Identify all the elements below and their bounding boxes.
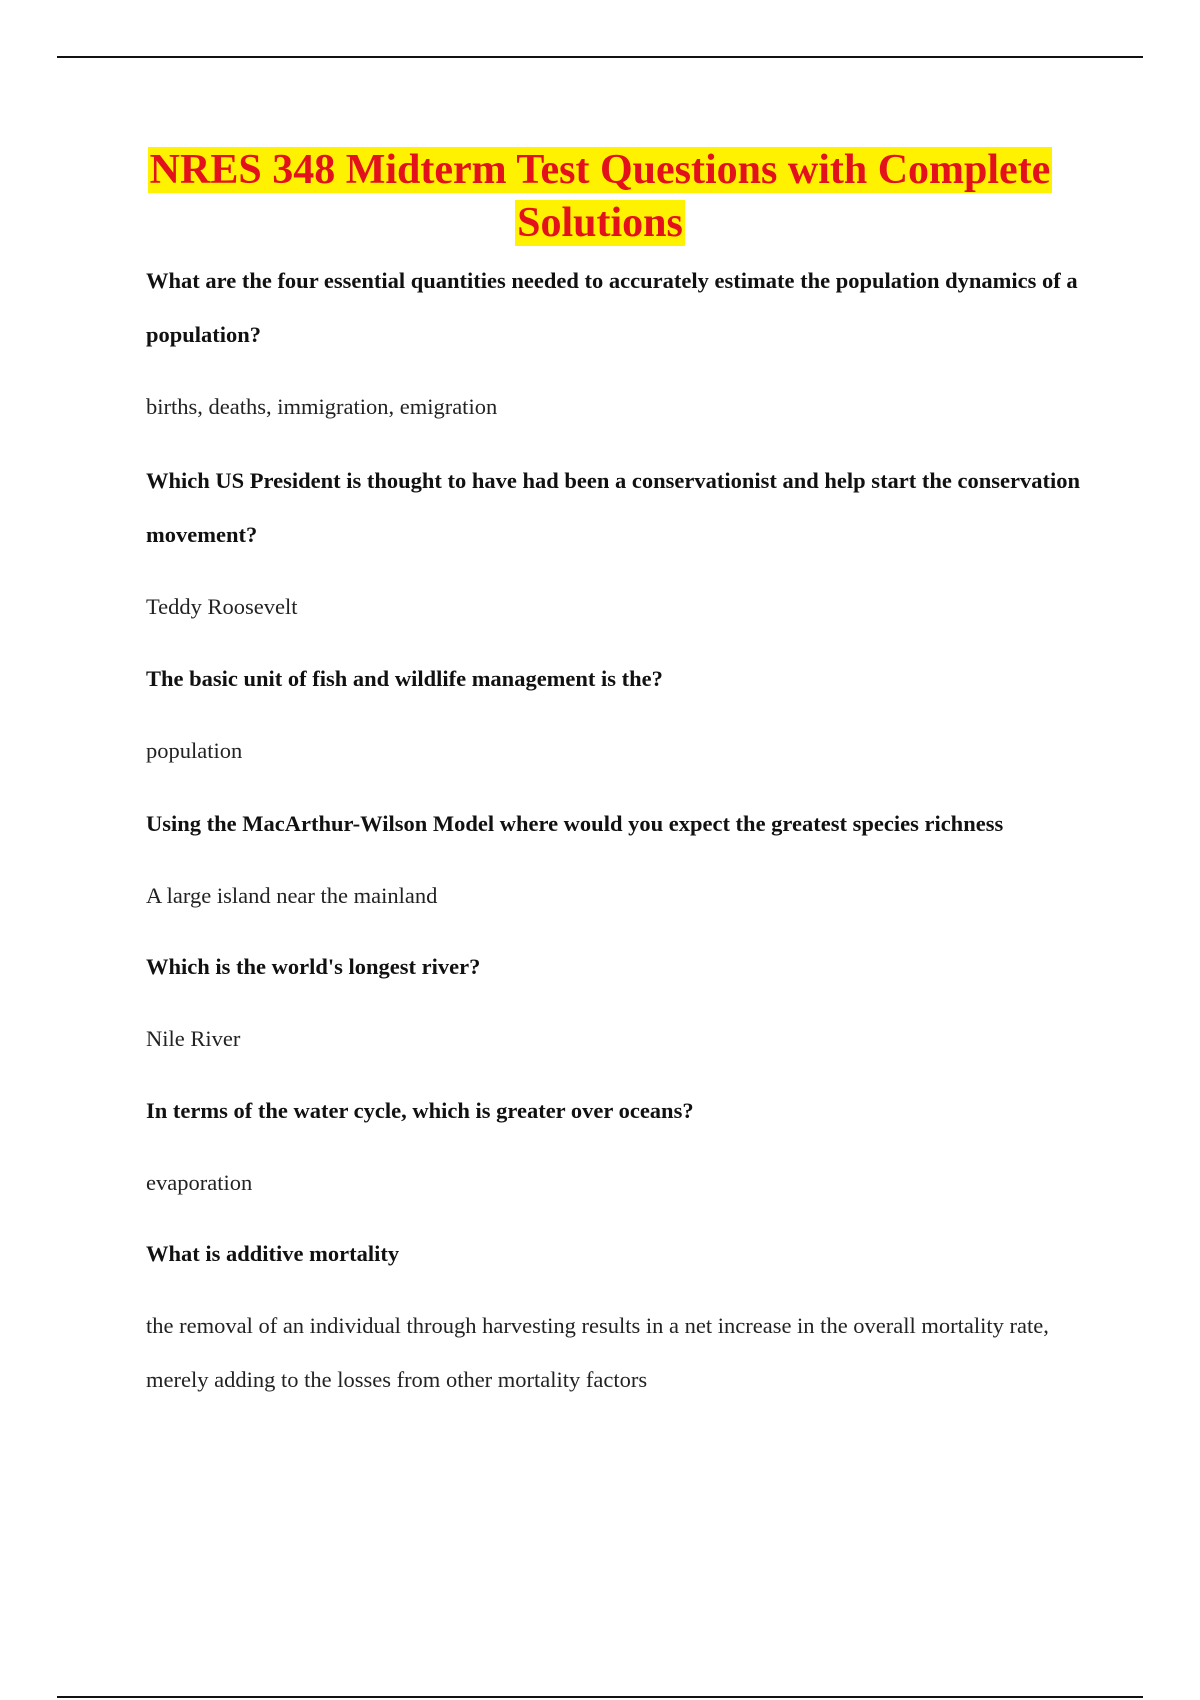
answer-1: births, deaths, immigration, emigration [146,394,498,419]
question-4: Using the MacArthur-Wilson Model where would you expect the greatest species richness [146,811,1004,836]
top-rule [57,56,1143,58]
answer-6: evaporation [146,1170,253,1195]
qa-item-6 [146,1084,1086,1210]
qa-item-5 [146,940,1086,1066]
question-7: What is additive mortality [146,1241,400,1266]
answer-2: Teddy Roosevelt [146,594,298,619]
question-2: Which US President is thought to have had been a conservationist and help start the conservation movement? [146,468,1081,547]
question-3: The basic unit of fish and wildlife management is the? [146,666,663,691]
question-5: Which is the world's longest river? [146,954,481,979]
qa-item-2 [146,454,1086,634]
question-1: What are the four essential quantities needed to accurately estimate the population dynamics of a population? [146,268,1078,347]
qa-item-1 [146,254,1086,434]
document-title-text: NRES 348 Midterm Test Questions with Complete Solutions [149,147,1051,246]
bottom-rule [57,1696,1143,1698]
answer-4: A large island near the mainland [146,883,438,908]
answer-3: population [146,738,243,763]
answer-7: the removal of an individual through harvesting results in a net increase in the overall mortality rate, merely adding to the losses from other mortality factors [146,1313,1049,1392]
answer-5: Nile River [146,1026,241,1051]
document-title [100,144,1100,250]
qa-item-4 [146,797,1086,923]
qa-item-3 [146,652,1086,778]
question-6: In terms of the water cycle, which is greater over oceans? [146,1098,694,1123]
qa-item-7 [146,1227,1086,1407]
